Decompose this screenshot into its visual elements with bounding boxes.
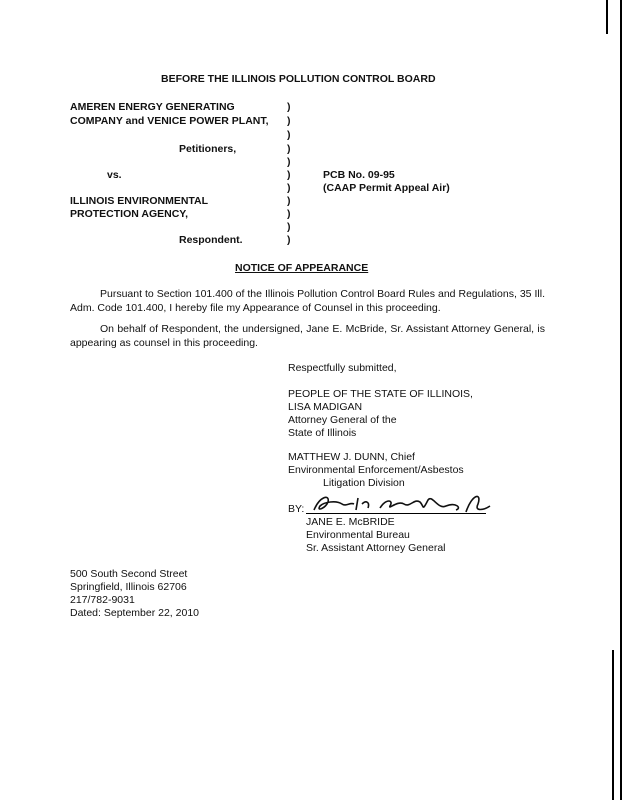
versus-label: vs.	[107, 169, 122, 181]
caption-paren: )	[287, 208, 291, 220]
respondent-label: Respondent.	[179, 234, 243, 246]
page-edge-line	[620, 0, 622, 800]
paragraph-on-behalf: On behalf of Respondent, the undersigned, Jane E. McBride, Sr. Assistant Attorney General, is appearing as counsel in this proceeding.	[70, 323, 545, 349]
caption-paren: )	[287, 234, 291, 246]
caption-paren: )	[287, 195, 291, 207]
respondent-line-1: ILLINOIS ENVIRONMENTAL	[70, 195, 209, 207]
signatory-line-5: MATTHEW J. DUNN, Chief	[288, 451, 415, 463]
page-edge-mark-bottom	[612, 650, 614, 800]
caption-paren: )	[287, 221, 291, 233]
signatory-line-3: Attorney General of the	[288, 414, 397, 426]
signatory-line-7: Litigation Division	[323, 477, 405, 489]
date-line: Dated: September 22, 2010	[70, 607, 200, 619]
caption-paren: )	[287, 143, 291, 155]
document-heading: BEFORE THE ILLINOIS POLLUTION CONTROL BOARD	[161, 73, 436, 85]
petitioner-line-1: AMEREN ENERGY GENERATING	[70, 101, 235, 113]
closing-text: Respectfully submitted,	[288, 362, 397, 374]
address-street: 500 South Second Street	[70, 568, 188, 580]
caption-paren: )	[287, 115, 291, 127]
petitioner-line-2: COMPANY and VENICE POWER PLANT,	[70, 115, 269, 127]
respondent-line-2: PROTECTION AGENCY,	[70, 208, 189, 220]
caption-paren: )	[287, 156, 291, 168]
address-phone: 217/782-9031	[70, 594, 135, 606]
page-edge-mark-top	[606, 0, 608, 34]
caption-paren: )	[287, 169, 291, 181]
notice-title: NOTICE OF APPEARANCE	[235, 262, 369, 274]
caption-paren: )	[287, 182, 291, 194]
signatory-line-4: State of Illinois	[288, 427, 357, 439]
caption-paren: )	[287, 101, 291, 113]
signer-name: JANE E. McBRIDE	[306, 516, 395, 528]
address-city: Springfield, Illinois 62706	[70, 581, 187, 593]
signer-title: Sr. Assistant Attorney General	[306, 542, 446, 554]
case-number: PCB No. 09-95	[323, 169, 395, 181]
petitioners-label: Petitioners,	[179, 143, 237, 155]
case-type: (CAAP Permit Appeal Air)	[323, 182, 450, 194]
signer-bureau: Environmental Bureau	[306, 529, 410, 541]
signatory-line-1: PEOPLE OF THE STATE OF ILLINOIS,	[288, 388, 473, 400]
by-label: BY:	[288, 503, 305, 515]
signatory-line-2: LISA MADIGAN	[288, 401, 363, 413]
caption-paren: )	[287, 129, 291, 141]
signatory-line-6: Environmental Enforcement/Asbestos	[288, 464, 464, 476]
paragraph-pursuant: Pursuant to Section 101.400 of the Illinois Pollution Control Board Rules and Regulations, 35 Ill. Adm. Code 101.400, I hereby file my Appearance of Counsel in this proceeding.	[70, 288, 545, 314]
